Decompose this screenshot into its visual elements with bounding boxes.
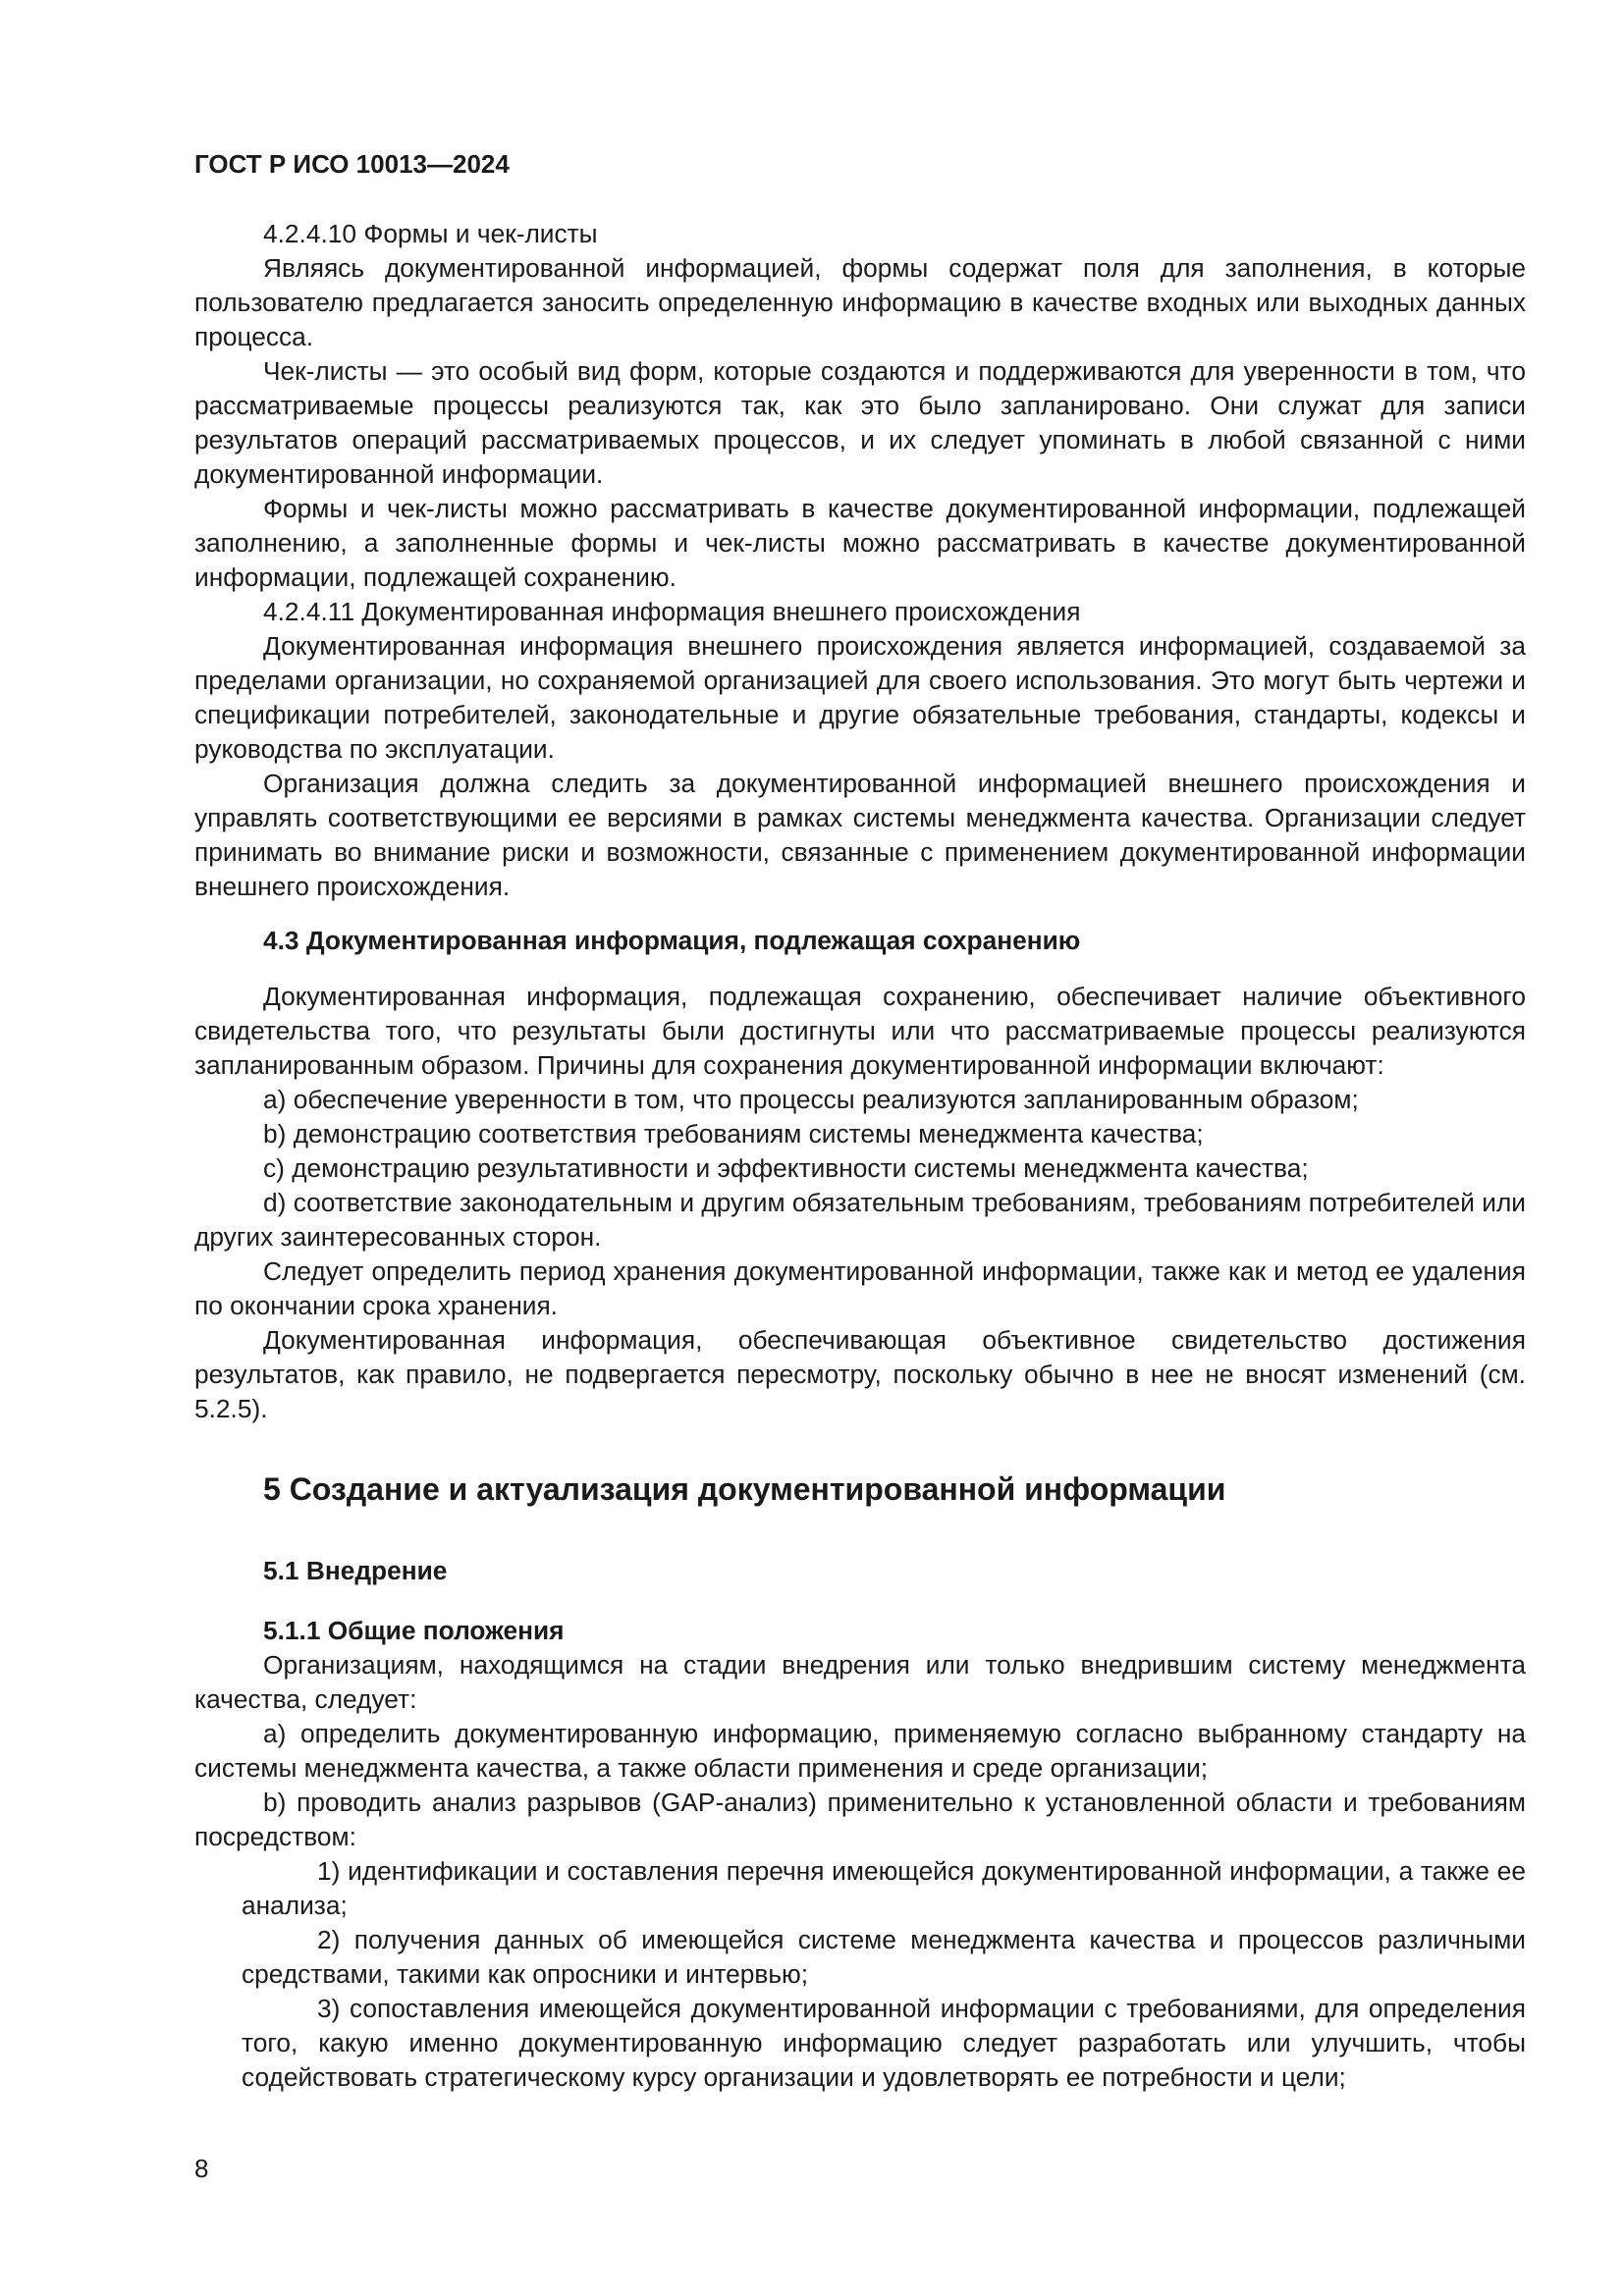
list-item: b) проводить анализ разрывов (GAP-анализ) применительно к установленной области и требованиям посредством: [194, 1788, 1526, 1851]
paragraph: Являясь документированной информацией, формы содержат поля для заполнения, в которые пользователю предлагается заносить определенную информацию в качестве входных или выходных данных процесса. [194, 253, 1526, 351]
clause-heading-4-2-4-10: 4.2.4.10 Формы и чек-листы [263, 219, 598, 248]
chapter-heading-5: 5 Создание и актуализация документированной информации [263, 1471, 1226, 1507]
paragraph: Документированная информация, обеспечивающая объективное свидетельство достижения результатов, как правило, не подвергается пересмотру, поскольку обычно в нее не вносят изменений (см. 5.2.5). [194, 1325, 1526, 1423]
clause-heading-4-2-4-11: 4.2.4.11 Документированная информация внешнего происхождения [263, 597, 1081, 626]
document-header: ГОСТ Р ИСО 10013—2024 [194, 149, 510, 179]
page-number: 8 [194, 2154, 209, 2183]
paragraph: Следует определить период хранения документированной информации, также как и метод ее удаления по окончании срока хранения. [194, 1256, 1526, 1320]
sub-list-item: 3) сопоставления имеющейся документированной информации с требованиями, для определения того, какую именно документированную информацию следует разработать или улучшить, чтобы содействовать стратегическому курсу организации и удовлетворять ее потребности и цели; [242, 1994, 1526, 2092]
paragraph: Чек-листы — это особый вид форм, которые создаются и поддерживаются для уверенности в том, что рассматриваемые процессы реализуются так, как это было запланировано. Они служат для записи результатов операций рассматриваемых процессов, и их следует упоминать в любой связанной с ними документированной информации. [194, 356, 1526, 489]
sub-list-item: 2) получения данных об имеющейся системе менеджмента качества и процессов различными средствами, такими как опросники и интервью; [242, 1925, 1526, 1989]
list-item: c) демонстрацию результативности и эффективности системы менеджмента качества; [263, 1153, 1309, 1183]
list-item: a) определить документированную информацию, применяемую согласно выбранному стандарту на системы менеджмента качества, а также области применения и среде организации; [194, 1719, 1526, 1783]
list-item: a) обеспечение уверенности в том, что процессы реализуются запланированным образом; [263, 1085, 1359, 1114]
section-heading-5-1: 5.1 Внедрение [263, 1556, 448, 1585]
list-item: d) соответствие законодательным и другим обязательным требованиям, требованиям потребителей или других заинтересованных сторон. [194, 1188, 1526, 1252]
paragraph: Организация должна следить за документированной информацией внешнего происхождения и управлять соответствующими ее версиями в рамках системы менеджмента качества. Организации следует принимать во внимание риски и возможности, связанные с применением документированной информации внешнего происхождения. [194, 769, 1526, 901]
section-heading-4-3: 4.3 Документированная информация, подлежащая сохранению [263, 926, 1081, 955]
paragraph: Документированная информация, подлежащая сохранению, обеспечивает наличие объективного свидетельства того, что результаты были достигнуты или что рассматриваемые процессы реализуются запланированным образом. Причины для сохранения документированной информации включают: [194, 982, 1526, 1080]
paragraph: Формы и чек-листы можно рассматривать в качестве документированной информации, подлежащей заполнению, а заполненные формы и чек-листы можно рассматривать в качестве документированной информации, подлежащей сохранению. [194, 494, 1526, 592]
list-item: b) демонстрацию соответствия требованиям системы менеджмента качества; [263, 1119, 1204, 1148]
sub-list-item: 1) идентификации и составления перечня имеющейся документированной информации, а также ее анализа; [242, 1856, 1526, 1920]
paragraph: Документированная информация внешнего происхождения является информацией, создаваемой за пределами организации, но сохраняемой организацией для своего использования. Это могут быть чертежи и спецификации потребителей, законодательные и другие обязательные требования, стандарты, кодексы и руководства по эксплуатации. [194, 631, 1526, 764]
section-heading-5-1-1: 5.1.1 Общие положения [263, 1616, 565, 1645]
page-body [194, 147, 1526, 2095]
paragraph: Организациям, находящимся на стадии внедрения или только внедрившим систему менеджмента качества, следует: [194, 1650, 1526, 1714]
